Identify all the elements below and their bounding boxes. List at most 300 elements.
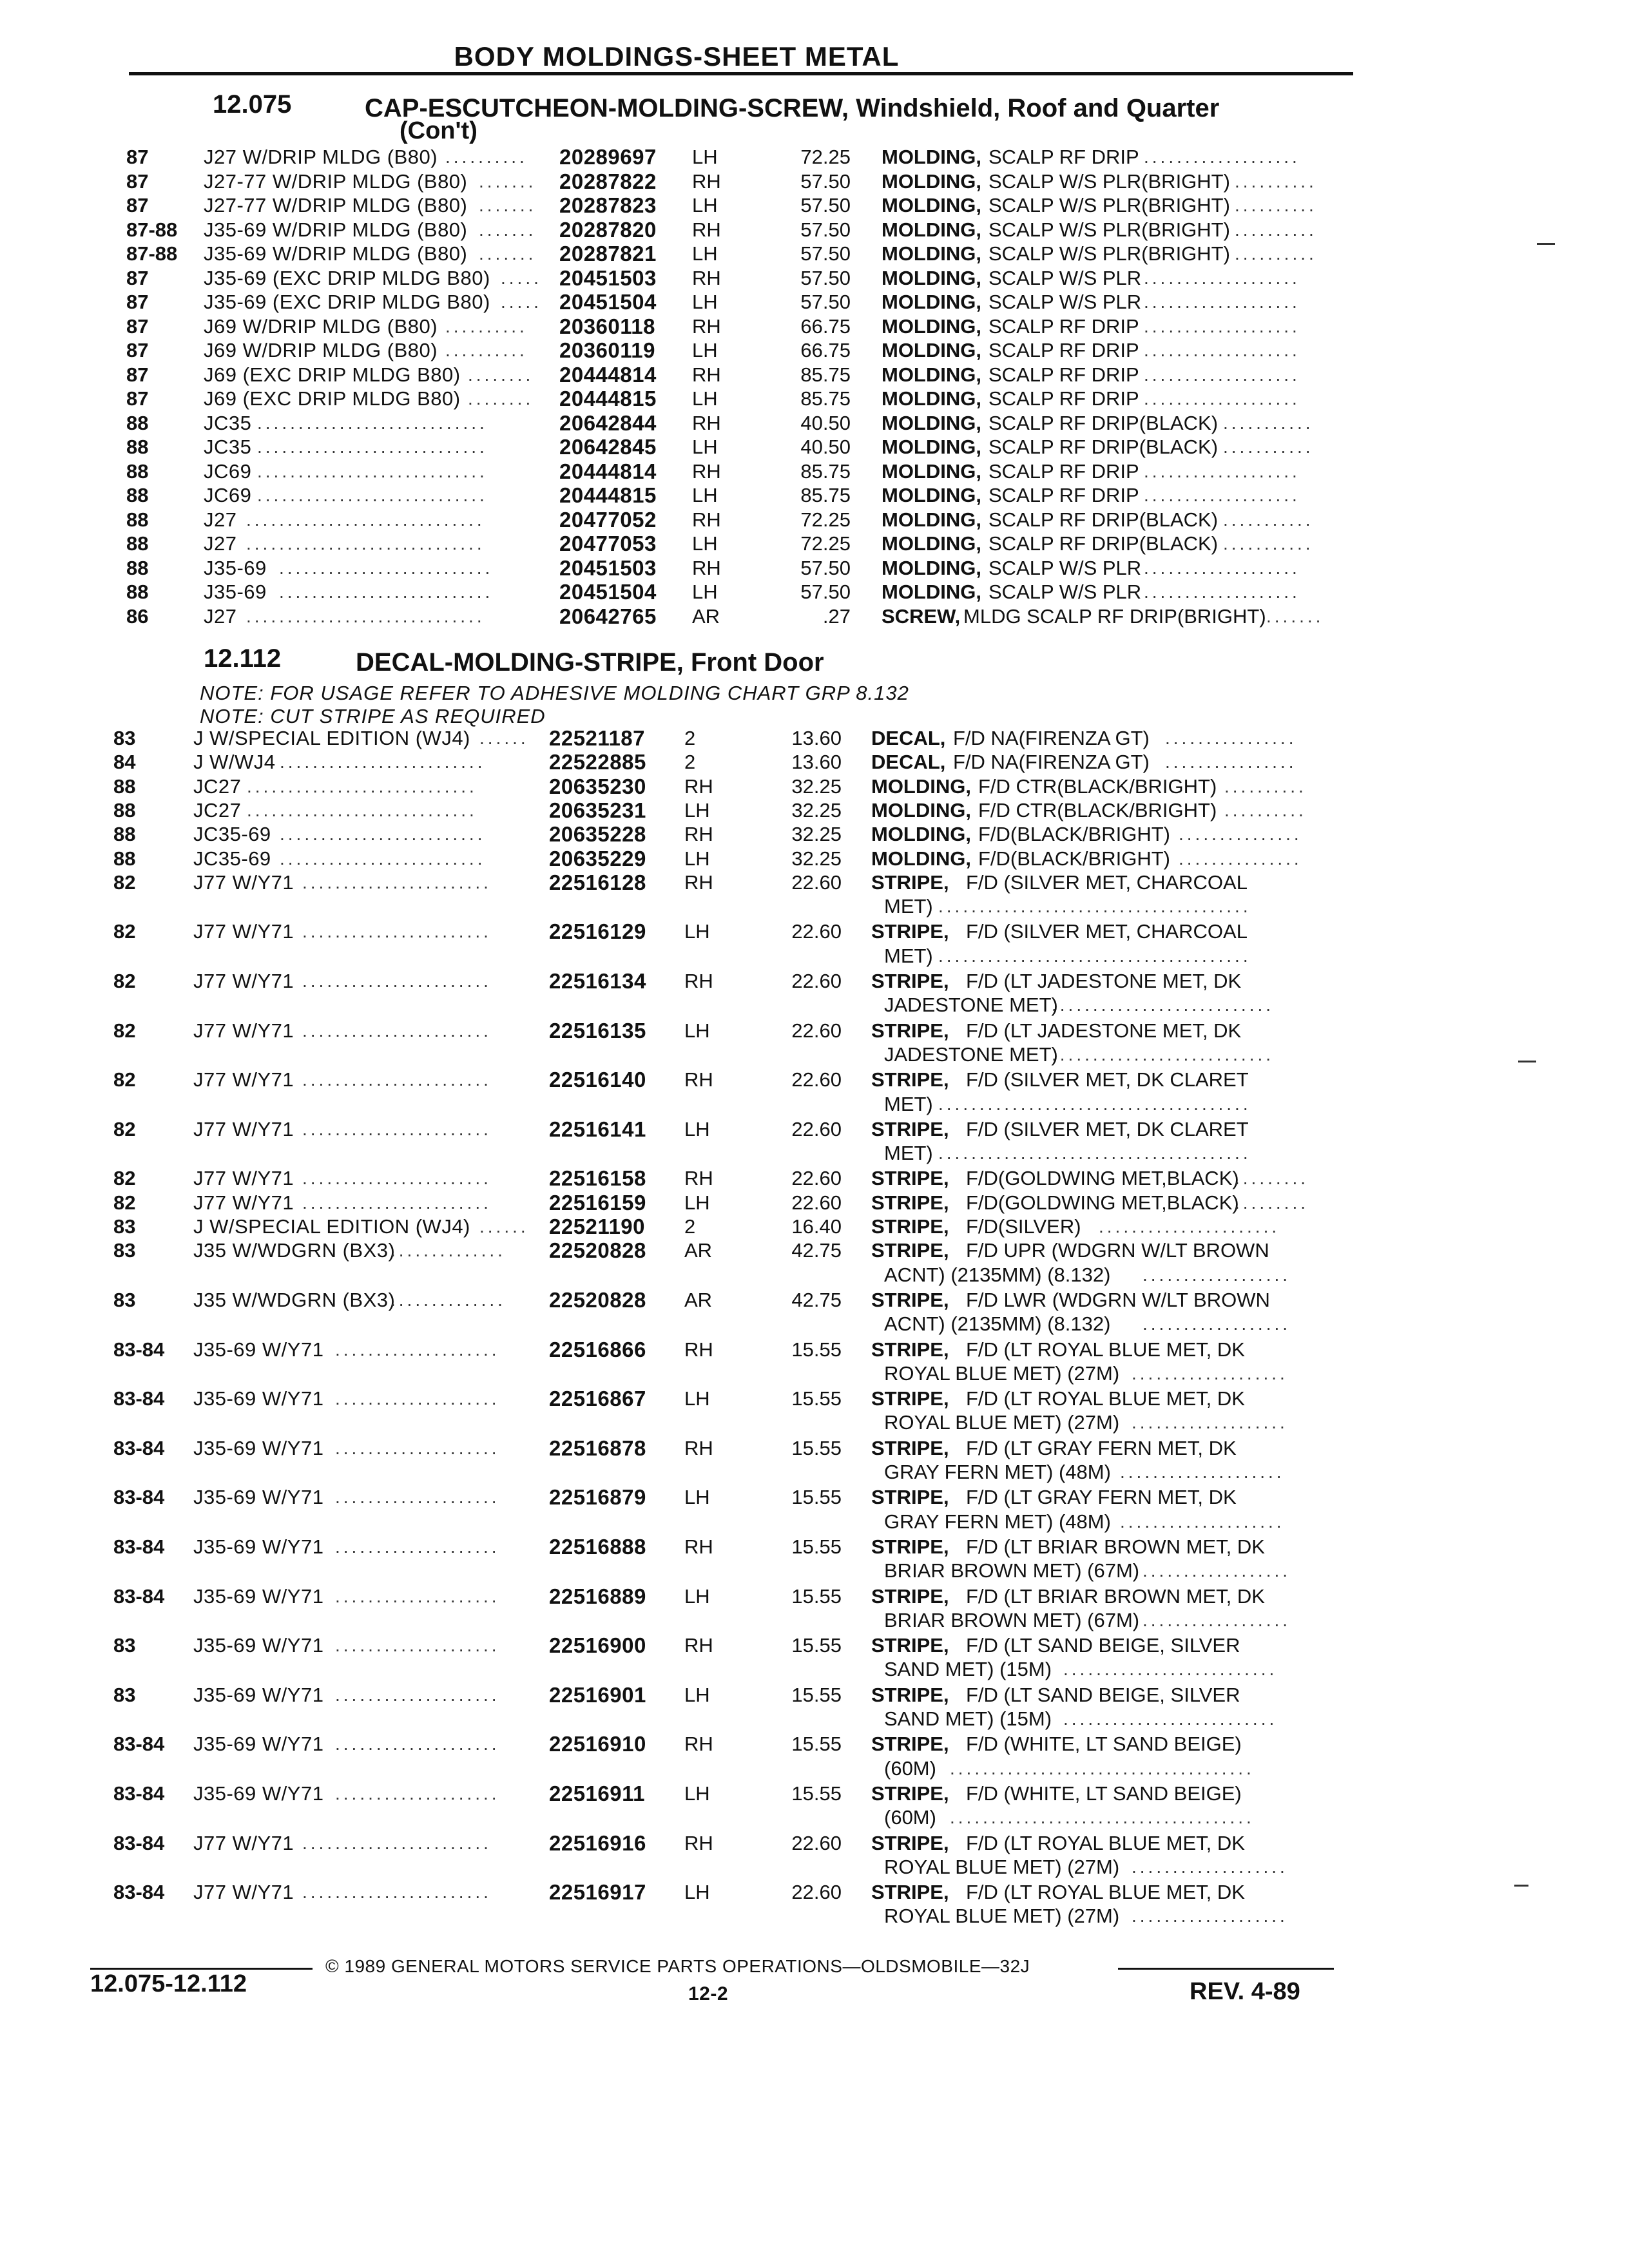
side-cell: LH [692, 532, 718, 555]
description-cell: F/D (LT BRIAR BROWN MET, DK [966, 1535, 1265, 1558]
section-2-title: DECAL-MOLDING-STRIPE, Front Door [356, 648, 824, 677]
table-row-continuation [0, 1559, 1629, 1585]
description-continuation-cell: ACNT) (2135MM) (8.132) [884, 1312, 1111, 1336]
item-name-cell: STRIPE, [871, 1486, 949, 1509]
item-name-cell: MOLDING, [882, 508, 981, 531]
table-row [0, 1733, 1629, 1758]
part-number-cell: 20451504 [559, 290, 657, 314]
side-cell: RH [692, 556, 721, 579]
leader-dots: ........ [468, 389, 534, 408]
side-cell: RH [692, 169, 721, 193]
side-cell: LH [684, 920, 710, 943]
price-cell: 42.75 [791, 1288, 842, 1311]
year-cell: 83-84 [113, 1584, 165, 1608]
leader-dots: ................... [1132, 1363, 1288, 1383]
model-cell: J W/SPECIAL EDITION (WJ4) [193, 727, 470, 749]
year-cell: 82 [113, 1019, 136, 1042]
table-row [0, 170, 1629, 196]
year-cell: 83 [113, 1215, 136, 1238]
price-cell: 15.55 [791, 1683, 842, 1706]
table-row [0, 1019, 1629, 1045]
item-name-cell: MOLDING, [882, 532, 981, 555]
part-number-cell: 20642844 [559, 410, 657, 435]
table-row [0, 920, 1629, 946]
year-cell: 82 [113, 920, 136, 943]
section-2-number: 12.112 [204, 644, 282, 673]
description-cell: SCALP RF DRIP(BLACK) [988, 532, 1219, 555]
item-name-cell: DECAL, [871, 727, 946, 749]
leader-dots: .................... [335, 1536, 500, 1557]
item-name-cell: STRIPE, [871, 1584, 949, 1608]
table-row [0, 508, 1629, 534]
description-continuation-cell: MET) [884, 944, 933, 967]
part-number-cell: 22520828 [549, 1238, 646, 1263]
description-cell: F/D (LT GRAY FERN MET, DK [966, 1486, 1237, 1509]
item-name-cell: MOLDING, [871, 847, 971, 870]
model-cell: JC27 [193, 798, 242, 822]
leader-dots: .................... [335, 1586, 500, 1606]
description-cell: F/D (SILVER MET, DK CLARET [966, 1068, 1249, 1091]
side-cell: RH [684, 1535, 713, 1558]
price-cell: 15.55 [791, 1535, 842, 1558]
leader-dots: ............................ [247, 800, 477, 820]
part-number-cell: 22520828 [549, 1287, 646, 1312]
price-cell: 22.60 [791, 870, 842, 894]
table-row [0, 1215, 1629, 1241]
description-cell: F/D (LT SAND BEIGE, SILVER [966, 1683, 1240, 1706]
year-cell: 82 [113, 1167, 136, 1190]
table-row [0, 605, 1629, 631]
model-cell: J35-69 W/Y71 [193, 1486, 324, 1509]
margin-mark [1537, 243, 1555, 245]
model-cell: J35-69 W/Y71 [193, 1634, 324, 1657]
table-row [0, 146, 1629, 171]
description-cell: F/D (LT BRIAR BROWN MET, DK [966, 1584, 1265, 1608]
part-number-cell: 22516134 [549, 969, 646, 993]
leader-dots: ................... [1144, 557, 1300, 578]
description-cell: F/D (LT JADESTONE MET, DK [966, 1019, 1242, 1042]
item-name-cell: MOLDING, [871, 774, 971, 798]
year-cell: 83-84 [113, 1486, 165, 1509]
description-cell: F/D (LT GRAY FERN MET, DK [966, 1436, 1237, 1459]
price-cell: 57.50 [800, 581, 851, 603]
model-cell: J77 W/Y71 [193, 1191, 294, 1214]
description-cell: SCALP RF DRIP [988, 459, 1139, 483]
part-number-cell: 22516916 [549, 1831, 646, 1855]
side-cell: RH [684, 1831, 713, 1854]
price-cell: 15.55 [791, 1486, 842, 1509]
footer-rule-left [90, 1968, 313, 1970]
model-cell: JC35 [204, 411, 252, 434]
year-cell: 88 [126, 532, 149, 555]
leader-dots: ....... [479, 171, 537, 191]
side-cell: LH [684, 1782, 710, 1805]
part-number-cell: 20451504 [559, 580, 657, 604]
leader-dots: ................... [1144, 461, 1300, 481]
table-row-continuation [0, 1658, 1629, 1684]
item-name-cell: STRIPE, [871, 920, 949, 943]
leader-dots: ........... [1223, 437, 1314, 457]
year-cell: 83-84 [113, 1338, 165, 1361]
model-cell: J35-69 W/Y71 [193, 1683, 324, 1706]
model-cell: J27 W/DRIP MLDG (B80) [204, 146, 438, 168]
leader-dots: ....................... [302, 1168, 492, 1189]
table-row-continuation [0, 1806, 1629, 1832]
part-number-cell: 22516158 [549, 1166, 646, 1191]
leader-dots: .......... [445, 147, 528, 167]
table-row [0, 1068, 1629, 1094]
part-number-cell: 22521190 [549, 1215, 646, 1238]
price-cell: 57.50 [800, 266, 851, 289]
table-row [0, 242, 1629, 268]
year-cell: 82 [113, 1117, 136, 1140]
model-cell: J77 W/Y71 [193, 870, 294, 894]
item-name-cell: MOLDING, [882, 314, 981, 338]
item-name-cell: MOLDING, [882, 146, 981, 168]
footer-rule-right [1118, 1968, 1334, 1970]
model-cell: J35-69 W/DRIP MLDG (B80) [204, 218, 468, 241]
price-cell: 85.75 [800, 387, 851, 410]
year-cell: 83 [113, 727, 136, 749]
table-row-continuation [0, 1461, 1629, 1486]
side-cell: RH [684, 970, 713, 992]
leader-dots: .............. [390, 1240, 506, 1261]
leader-dots: ...... [479, 728, 529, 748]
year-cell: 87-88 [126, 242, 178, 265]
leader-dots: ......................... [280, 824, 486, 845]
table-row-continuation [0, 1264, 1629, 1289]
item-name-cell: MOLDING, [882, 387, 981, 410]
item-name-cell: MOLDING, [871, 823, 971, 846]
model-cell: J69 W/DRIP MLDG (B80) [204, 314, 438, 338]
description-continuation-cell: GRAY FERN MET) (48M) [884, 1510, 1111, 1533]
side-cell: RH [684, 1068, 713, 1091]
side-cell: LH [684, 1387, 710, 1410]
leader-dots: ................... [1132, 1412, 1288, 1433]
item-name-cell: DECAL, [871, 751, 946, 774]
side-cell: LH [692, 242, 718, 265]
side-cell: RH [692, 218, 721, 241]
section-2-note-cut: NOTE: CUT STRIPE AS REQUIRED [200, 705, 546, 727]
price-cell: 57.50 [800, 169, 851, 193]
section-1-number: 12.075 [213, 90, 292, 119]
price-cell: 32.25 [791, 774, 842, 798]
part-number-cell: 22516910 [549, 1732, 646, 1756]
table-row [0, 484, 1629, 510]
leader-dots: .......................... [1063, 1709, 1278, 1729]
side-cell: RH [684, 870, 713, 894]
table-row [0, 339, 1629, 365]
price-cell: 15.55 [791, 1387, 842, 1410]
leader-dots: ...................................... [938, 945, 1251, 966]
table-row [0, 1191, 1629, 1217]
table-row [0, 799, 1629, 825]
leader-dots: ............................. [246, 533, 485, 553]
table-row-continuation [0, 1707, 1629, 1733]
leader-dots: ........................... [1052, 1044, 1275, 1064]
description-cell: F/D(GOLDWING MET,BLACK) [966, 1167, 1239, 1190]
leader-dots: ........................... [1052, 995, 1275, 1015]
price-cell: 72.25 [800, 508, 851, 531]
side-cell: RH [684, 1733, 713, 1756]
table-row [0, 1486, 1629, 1512]
item-name-cell: STRIPE, [871, 1068, 949, 1091]
price-cell: 16.40 [791, 1215, 842, 1238]
year-cell: 83-84 [113, 1535, 165, 1558]
leader-dots: ................... [1144, 389, 1300, 408]
leader-dots: .................... [335, 1389, 500, 1409]
part-number-cell: 22516128 [549, 870, 646, 894]
side-cell: LH [692, 146, 718, 168]
side-cell: RH [692, 508, 721, 531]
leader-dots: ..... [501, 292, 542, 312]
model-cell: JC69 [204, 484, 252, 506]
price-cell: 32.25 [791, 798, 842, 822]
leader-dots: ..................................... [950, 1758, 1255, 1778]
leader-dots: .................... [335, 1437, 500, 1458]
leader-dots: ............... [1179, 848, 1302, 869]
leader-dots: ......... [1235, 1192, 1309, 1213]
leader-dots: ................... [1144, 340, 1300, 360]
description-cell: F/D CTR(BLACK/BRIGHT) [978, 798, 1217, 822]
price-cell: 15.55 [791, 1634, 842, 1657]
leader-dots: ......................... [280, 848, 486, 869]
table-row [0, 847, 1629, 873]
description-continuation-cell: MET) [884, 1142, 933, 1165]
price-cell: 40.50 [800, 411, 851, 434]
part-number-cell: 22516889 [549, 1584, 646, 1608]
model-cell: J35-69 W/Y71 [193, 1584, 324, 1608]
side-cell: LH [684, 1584, 710, 1608]
part-number-cell: 20360119 [559, 338, 656, 362]
leader-dots: ............................ [257, 437, 488, 457]
table-row [0, 412, 1629, 437]
price-cell: 66.75 [800, 314, 851, 338]
leader-dots: .......................... [1063, 1659, 1278, 1680]
model-cell: J69 W/DRIP MLDG (B80) [204, 339, 438, 361]
year-cell: 82 [113, 1068, 136, 1091]
copyright-text: © 1989 GENERAL MOTORS SERVICE PARTS OPERATIONS—OLDSMOBILE—32J [325, 1956, 1030, 1976]
side-cell: RH [692, 411, 721, 434]
price-cell: 85.75 [800, 484, 851, 506]
model-cell: JC35 [204, 436, 252, 458]
leader-dots: ....................... [302, 872, 492, 892]
model-cell: J35-69 W/Y71 [193, 1782, 324, 1805]
leader-dots: .................. [1142, 1561, 1291, 1581]
table-row [0, 532, 1629, 558]
leader-dots: ...................... [1099, 1216, 1280, 1236]
description-cell: F/D NA(FIRENZA GT) [953, 727, 1150, 749]
table-row-continuation [0, 1093, 1629, 1119]
price-cell: 13.60 [791, 727, 842, 749]
year-cell: 83-84 [113, 1733, 165, 1756]
price-cell: 15.55 [791, 1338, 842, 1361]
part-number-cell: 20642845 [559, 435, 657, 459]
leader-dots: .................... [335, 1339, 500, 1360]
leader-dots: ............................ [257, 412, 488, 433]
description-cell: SCALP RF DRIP [988, 314, 1139, 338]
description-cell: SCALP RF DRIP [988, 484, 1139, 506]
year-cell: 88 [126, 508, 149, 531]
model-cell: J69 (EXC DRIP MLDG B80) [204, 387, 461, 410]
item-name-cell: MOLDING, [882, 266, 981, 289]
table-row [0, 1684, 1629, 1709]
description-cell: F/D(SILVER) [966, 1215, 1081, 1238]
item-name-cell: MOLDING, [882, 339, 981, 361]
leader-dots: ................ [1165, 728, 1297, 748]
leader-dots: .......... [1235, 195, 1317, 215]
description-continuation-cell: ROYAL BLUE MET) (27M) [884, 1361, 1120, 1385]
leader-dots: ................... [1144, 582, 1300, 602]
model-cell: J35-69 (EXC DRIP MLDG B80) [204, 266, 490, 289]
year-cell: 83 [113, 1683, 136, 1706]
year-cell: 87 [126, 363, 149, 386]
table-row [0, 581, 1629, 606]
side-cell: LH [684, 1486, 710, 1509]
description-cell: F/D CTR(BLACK/BRIGHT) [978, 774, 1217, 798]
leader-dots: ..................................... [950, 1807, 1255, 1828]
year-cell: 87 [126, 339, 149, 361]
leader-dots: ................... [1144, 485, 1300, 505]
model-cell: J27 [204, 532, 237, 555]
description-cell: SCALP RF DRIP [988, 387, 1139, 410]
year-cell: 82 [113, 970, 136, 992]
item-name-cell: MOLDING, [882, 218, 981, 241]
year-cell: 88 [126, 484, 149, 506]
leader-dots: .................... [335, 1487, 500, 1508]
leader-dots: .......... [1224, 800, 1307, 820]
price-cell: 15.55 [791, 1436, 842, 1459]
item-name-cell: STRIPE, [871, 970, 949, 992]
model-cell: J77 W/Y71 [193, 1167, 294, 1190]
year-cell: 83 [113, 1239, 136, 1262]
year-cell: 83-84 [113, 1436, 165, 1459]
leader-dots: .................. [1142, 1610, 1291, 1630]
leader-dots: ....................... [302, 1070, 492, 1090]
table-row [0, 557, 1629, 582]
leader-dots: ....................... [302, 971, 492, 991]
table-row-continuation [0, 1905, 1629, 1930]
table-row-continuation [0, 1609, 1629, 1635]
year-cell: 83-84 [113, 1387, 165, 1410]
description-continuation-cell: ROYAL BLUE MET) (27M) [884, 1411, 1120, 1434]
year-cell: 88 [126, 436, 149, 458]
side-cell: 2 [684, 751, 696, 774]
part-number-cell: 20444814 [559, 459, 657, 483]
price-cell: 13.60 [791, 751, 842, 774]
table-row [0, 1634, 1629, 1660]
leader-dots: ................ [1165, 752, 1297, 773]
leader-dots: .......... [1235, 244, 1317, 264]
part-number-cell: 22516867 [549, 1387, 646, 1411]
model-cell: J27-77 W/DRIP MLDG (B80) [204, 169, 468, 193]
part-number-cell: 20289697 [559, 145, 657, 169]
description-cell: F/D (SILVER MET, CHARCOAL [966, 870, 1248, 894]
side-cell: RH [684, 1167, 713, 1190]
leader-dots: ............................. [246, 606, 485, 626]
leader-dots: ............... [1179, 824, 1302, 845]
model-cell: JC69 [204, 459, 252, 483]
part-number-cell: 20444815 [559, 483, 657, 507]
part-number-cell: 20287820 [559, 217, 657, 242]
table-row-continuation [0, 895, 1629, 921]
item-name-cell: STRIPE, [871, 1288, 949, 1311]
table-row [0, 1167, 1629, 1193]
leader-dots: ....... [479, 219, 537, 240]
side-cell: LH [684, 1019, 710, 1042]
table-row [0, 363, 1629, 389]
leader-dots: .......................... [279, 557, 494, 578]
year-cell: 83 [113, 1634, 136, 1657]
part-number-cell: 20477052 [559, 507, 657, 532]
item-name-cell: STRIPE, [871, 1191, 949, 1214]
section-1-continued: (Con't) [400, 117, 477, 144]
leader-dots: .................... [335, 1635, 500, 1656]
table-row [0, 1338, 1629, 1364]
side-cell: LH [692, 194, 718, 216]
leader-dots: ........... [1223, 533, 1314, 553]
year-cell: 86 [126, 604, 149, 628]
item-name-cell: MOLDING, [882, 459, 981, 483]
description-cell: SCALP RF DRIP(BLACK) [988, 508, 1219, 531]
year-cell: 83-84 [113, 1881, 165, 1904]
description-cell: SCALP W/S PLR [988, 556, 1142, 579]
description-continuation-cell: JADESTONE MET) [884, 1043, 1058, 1066]
side-cell: LH [684, 1881, 710, 1904]
side-cell: AR [684, 1288, 713, 1311]
leader-dots: ...................................... [938, 896, 1251, 917]
leader-dots: ......... [1235, 1168, 1309, 1189]
model-cell: JC35-69 [193, 823, 271, 846]
model-cell: J35-69 [204, 556, 267, 579]
part-number-cell: 22516901 [549, 1682, 646, 1707]
description-continuation-cell: (60M) [884, 1806, 936, 1829]
year-cell: 83-84 [113, 1782, 165, 1805]
description-continuation-cell: SAND MET) (15M) [884, 1658, 1052, 1681]
table-row-continuation [0, 1411, 1629, 1437]
year-cell: 88 [126, 411, 149, 434]
side-cell: LH [692, 291, 718, 313]
leader-dots: .............. [390, 1289, 506, 1310]
price-cell: 40.50 [800, 436, 851, 458]
price-cell: 57.50 [800, 291, 851, 313]
part-number-cell: 20642765 [559, 604, 657, 628]
item-name-cell: STRIPE, [871, 1881, 949, 1904]
leader-dots: ............................ [257, 461, 488, 481]
description-continuation-cell: BRIAR BROWN MET) (67M) [884, 1608, 1140, 1631]
side-cell: LH [684, 1683, 710, 1706]
description-cell: MLDG SCALP RF DRIP(BRIGHT) [963, 604, 1266, 628]
table-row [0, 775, 1629, 801]
item-name-cell: STRIPE, [871, 1535, 949, 1558]
leader-dots: ...................................... [938, 1093, 1251, 1114]
leader-dots: .................... [1120, 1462, 1285, 1482]
year-cell: 87 [126, 387, 149, 410]
item-name-cell: MOLDING, [882, 242, 981, 265]
price-cell: 42.75 [791, 1239, 842, 1262]
part-number-cell: 20444814 [559, 362, 657, 387]
table-row [0, 315, 1629, 341]
table-row [0, 218, 1629, 244]
description-cell: SCALP W/S PLR [988, 581, 1142, 603]
description-cell: F/D UPR (WDGRN W/LT BROWN [966, 1239, 1269, 1262]
table-row-continuation [0, 1510, 1629, 1536]
table-row-continuation [0, 1043, 1629, 1069]
year-cell: 82 [113, 1191, 136, 1214]
price-cell: 57.50 [800, 556, 851, 579]
side-cell: RH [692, 459, 721, 483]
item-name-cell: MOLDING, [882, 169, 981, 193]
